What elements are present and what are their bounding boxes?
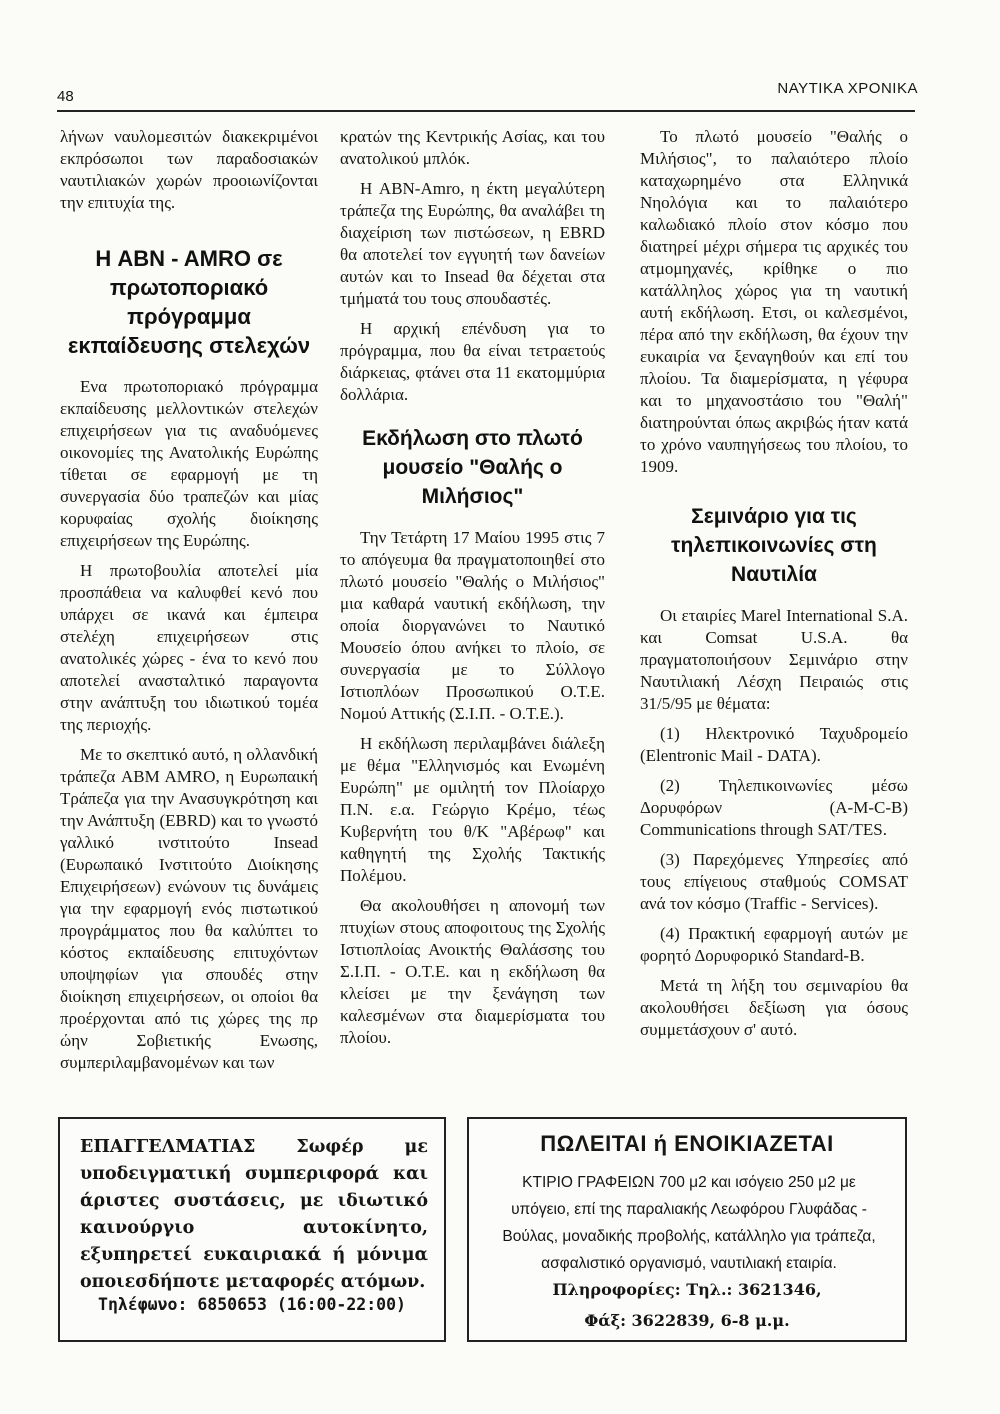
headline-museum-event: Εκδήλωση στο πλωτό μουσείο "Θαλής ο Μιλήσιος": [362, 427, 583, 508]
magazine-title: ΝΑΥΤΙΚΑ ΧΡΟΝΙΚΑ: [777, 80, 918, 97]
ad-contact-phone: Πληροφορίες: Τηλ.: 3621346,: [552, 1280, 822, 1299]
list-item: (2) Τηλεπικοινωνίες μέσω Δορυφόρων (A-M-C-B) Communications through SAT/TES.: [640, 776, 908, 839]
paragraph: Με το σκεπτικό αυτό, η ολλανδική τράπεζα ABM AMRO, η Ευρωπαική Τράπεζα για την Ανασυγκρότηση και την Ανάπτυξη (EBRD) και το γνωστό γαλλικό ινστιτούτο Insead (Ευρωπαικό Ινστιτούτο Διοίκησης Επιχειρήσεων) ενώνουν τις δυνάμεις για την εφαρμογή ενός πιστωτικού προγράμματος που θα καλύπτει το κόστος εκπαίδευσης επιτυχόντων υποψηφίων για σπουδές στην διοίκηση επιχειρήσεων, οι οποίοι θα προέρχονται από τις χώρες της πρ ώην Σοβιετικής Ενωσης, συμπεριλαμβανομένων και των: [60, 745, 318, 1072]
property-classified-ad: [467, 1117, 907, 1342]
ad-body: ΚΤΙΡΙΟ ΓΡΑΦΕΙΩΝ 700 μ2 και ισόγειο 250 μ2 με υπόγειο, επί της παραλιακής Λεωφόρου Γλυφάδας - Βούλας, μοναδικής προβολής, κατάλληλο για τράπεζα, ασφαλιστικό οργανισμό, ναυτιλιακή εταιρία.: [502, 1174, 876, 1272]
headline-telecom-seminar: Σεμινάριο για τις τηλεπικοινωνίες στη Ναυτιλία: [671, 505, 877, 586]
paragraph: Την Τετάρτη 17 Μαίου 1995 στις 7 το απόγευμα θα πραγματοποιηθεί στο πλωτό μουσείο "Θαλής ο Μιλήσιος" μια καθαρά ναυτική εκδήλωση, την οποία διοργανώνει το Ναυτικό Μουσείο όπου ανήκει το πλοίο, σε συνεργασία με το Σύλλογο Ιστιοπλόων Προσωπικού Ο.Τ.Ε. Νομού Αττικής (Σ.Ι.Π. - Ο.Τ.Ε.).: [340, 528, 605, 723]
driver-classified-ad: [58, 1117, 446, 1342]
column-1: [60, 126, 318, 1082]
page-number: 48: [57, 88, 74, 105]
headline-abn-amro: Η ABN - AMRO σε πρωτοποριακό πρόγραμμα εκπαίδευσης στελεχών: [67, 246, 311, 358]
paragraph: Η ABN-Amro, η έκτη μεγαλύτερη τράπεζα της Ευρώπης, θα αναλάβει τη διαχείριση των πιστώσεων, η EBRD θα αποτελεί τον εγγυητή των δανείων αυτών και το Insead θα δέχεται στα τμήματά του τους σπουδαστές.: [340, 179, 605, 308]
paragraph: Η εκδήλωση περιλαμβάνει διάλεξη με θέμα "Ελληνισμός και Ενωμένη Ευρώπη" με ομιλητή τον Πλοίαρχο Π.Ν. ε.α. Γεώργιο Κρέμο, τέως Κυβερνήτη του θ/Κ "Αβέρωφ" και καθηγητή της Σχολής Τακτικής Πολέμου.: [340, 734, 605, 885]
paragraph: Μετά τη λήξη του σεμιναρίου θα ακολουθήσει δεξίωση για όσους συμμετάσχουν σ' αυτό.: [640, 976, 908, 1039]
paragraph: Ενα πρωτοποριακό πρόγραμμα εκπαίδευσης μελλοντικών στελεχών επιχειρήσεων για τις αναδυόμενες οικονομίες της Ανατολικής Ευρώπης τίθεται σε εφαρμογή με τη συνεργασία δύο τραπεζών και μίας κορυφαίας σχολής διοίκησης επιχειρήσεων της Ευρώπης.: [60, 377, 318, 550]
ad-phone: Τηλέφωνο: 6850653 (16:00-22:00): [98, 1295, 406, 1314]
ad-title: ΠΩΛΕΙΤΑΙ ή ΕΝΟΙΚΙΑΖΕΤΑΙ: [540, 1131, 834, 1156]
article-continuation: κρατών της Κεντρικής Ασίας, και του ανατολικού μπλόκ.: [340, 127, 605, 168]
ad-contact: [469, 1274, 905, 1336]
paragraph: Θα ακολουθήσει η απονομή των πτυχίων στους αποφοιτους της Σχολής Ιστιοπλοίας Ανοικτής Θαλάσσης του Σ.Ι.Π. - Ο.Τ.Ε. και η εκδήλωση θα κλείσει με την ξενάγηση των καλεσμένων στα διαμερίσματα του πλοίου.: [340, 896, 605, 1047]
paragraph: Το πλωτό μουσείο "Θαλής ο Μιλήσιος", το παλαιότερο πλοίο καταχωρημένο στα Ελληνικά Νηολόγια και το παλαιότερο καλωδιακό πλοίο στον κόσμο που διατηρεί μέχρι σήμερα τις αρχικές του ατμομηχανές, κρίθηκε ο πιο κατάλληλος χώρος για τη ναυτική αυτή εκδήλωση. Ετσι, οι καλεσμένοι, πέρα από την εκδήλωση, θα έχουν την ευκαιρία να ξεναγηθούν και επί του πλοίου. Τα διαμερίσματα, η γέφυρα και το μηχανοστάσιο του "Θαλή" διατηρούνται όπως ακριβώς ήταν κατά το χρόνο ναυπηγήσεως του πλοίου, το 1909.: [640, 127, 908, 476]
list-item: (1) Ηλεκτρονικό Ταχυδρομείο (Elentronic Mail - DATA).: [640, 724, 908, 765]
header-rule: [57, 110, 915, 112]
list-item: (3) Παρεχόμενες Υπηρεσίες από τους επίγειους σταθμούς COMSAT ανά τον κόσμο (Traffic - Services).: [640, 850, 908, 913]
column-2: [340, 126, 605, 1057]
article-continuation: λήνων ναυλομεσιτών διακεκριμένοι εκπρόσωποι των παραδοσιακών ναυτιλιακών χωρών προοιωνίζονται την επιτυχία της.: [60, 127, 318, 212]
paragraph: Οι εταιρίες Marel International S.A. και Comsat U.S.A. θα πραγματοποιήσουν Σεμινάριο στην Ναυτιλιακή Λέσχη Πειραιώς στις 31/5/95 με θέματα:: [640, 606, 908, 713]
ad-body: ΕΠΑΓΓΕΛΜΑΤΙΑΣ Σωφέρ με υποδειγματική συμπεριφορά και άριστες συστάσεις, με ιδιωτικό καινούργιο αυτοκίνητο, εξυπηρετεί ευκαιριακά ή μόνιμα οποιεσδήποτε μεταφορές ατόμων.: [80, 1137, 428, 1292]
paragraph: Η αρχική επένδυση για το πρόγραμμα, που θα είναι τετραετούς διάρκειας, φτάνει στα 11 εκατομμύρια δολλάρια.: [340, 319, 605, 404]
list-item: (4) Πρακτική εφαρμογή αυτών με φορητό Δορυφορικό Standard-B.: [640, 924, 908, 965]
column-3: [640, 126, 908, 1049]
paragraph: Η πρωτοβουλία αποτελεί μία προσπάθεια να καλυφθεί κενό που υπάρχει σε ικανά και έμπειρα στελέχη επιχειρήσεων στις ανατολικές χώρες - ένα το κενό που αποτελεί ανασταλτικό παραγοντα στην ανάπτυξη του ιδιωτικού τομέα της περιοχής.: [60, 561, 318, 734]
ad-contact-fax: Φάξ: 3622839, 6-8 μ.μ.: [584, 1311, 790, 1330]
